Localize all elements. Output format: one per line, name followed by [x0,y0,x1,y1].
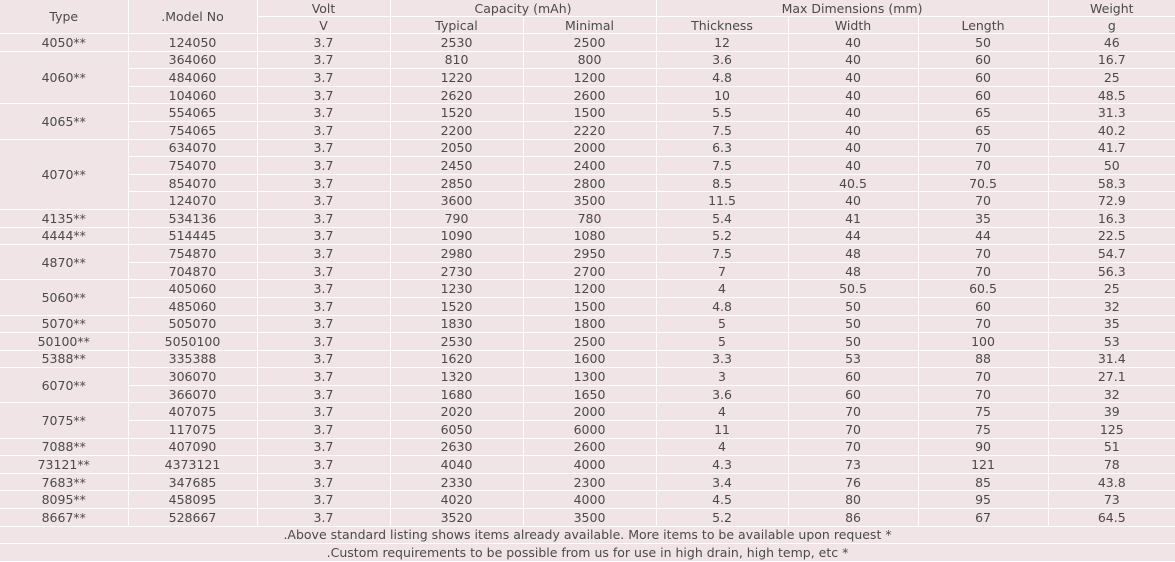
cell-minimal: 1600 [523,350,656,368]
cell-model: 405060 [128,280,257,298]
cell-typical: 810 [390,51,523,69]
cell-thickness: 7.5 [656,157,788,175]
table-row [0,51,1175,69]
cell-length: 67 [918,509,1048,527]
cell-length: 35 [918,209,1048,227]
cell-length: 60 [918,86,1048,104]
cell-type: 4060** [0,51,128,104]
cell-length: 70 [918,385,1048,403]
cell-width: 73 [788,456,918,474]
cell-width: 48 [788,262,918,280]
table-row [0,227,1175,245]
cell-volt: 3.7 [257,491,390,509]
cell-weight: 32 [1048,385,1175,403]
cell-typical: 2020 [390,403,523,421]
cell-weight: 32 [1048,297,1175,315]
cell-length: 65 [918,104,1048,122]
cell-typical: 2630 [390,438,523,456]
table-row [0,421,1175,439]
table-row [0,297,1175,315]
cell-volt: 3.7 [257,227,390,245]
cell-volt: 3.7 [257,403,390,421]
cell-length: 70 [918,315,1048,333]
cell-minimal: 1800 [523,315,656,333]
cell-model: 407090 [128,438,257,456]
cell-volt: 3.7 [257,438,390,456]
cell-thickness: 4.5 [656,491,788,509]
cell-minimal: 2800 [523,174,656,192]
cell-width: 86 [788,509,918,527]
cell-model: 335388 [128,350,257,368]
cell-model: 4373121 [128,456,257,474]
cell-minimal: 1650 [523,385,656,403]
cell-volt: 3.7 [257,69,390,87]
cell-minimal: 2220 [523,121,656,139]
cell-type: 7088** [0,438,128,456]
cell-weight: 51 [1048,438,1175,456]
cell-model: 754870 [128,245,257,263]
table-row [0,192,1175,210]
cell-model: 366070 [128,385,257,403]
cell-thickness: 4 [656,280,788,298]
cell-volt: 3.7 [257,245,390,263]
cell-thickness: 5.4 [656,209,788,227]
cell-model: 407075 [128,403,257,421]
cell-width: 40 [788,51,918,69]
cell-width: 40 [788,86,918,104]
cell-model: 117075 [128,421,257,439]
cell-volt: 3.7 [257,51,390,69]
cell-thickness: 6.3 [656,139,788,157]
cell-length: 88 [918,350,1048,368]
table-row [0,350,1175,368]
cell-type: 4870** [0,245,128,280]
cell-width: 53 [788,350,918,368]
cell-volt: 3.7 [257,385,390,403]
cell-length: 44 [918,227,1048,245]
cell-length: 90 [918,438,1048,456]
cell-thickness: 4.8 [656,297,788,315]
cell-minimal: 2000 [523,139,656,157]
cell-typical: 1830 [390,315,523,333]
cell-width: 48 [788,245,918,263]
header-thickness: Thickness [656,17,788,34]
header-type: Type [0,0,128,34]
cell-volt: 3.7 [257,262,390,280]
cell-typical: 1090 [390,227,523,245]
cell-type: 5060** [0,280,128,315]
cell-length: 60 [918,297,1048,315]
cell-minimal: 780 [523,209,656,227]
cell-length: 70 [918,245,1048,263]
cell-minimal: 2600 [523,86,656,104]
cell-typical: 6050 [390,421,523,439]
cell-type: 4050** [0,34,128,52]
cell-weight: 40.2 [1048,121,1175,139]
cell-volt: 3.7 [257,121,390,139]
cell-type: 7075** [0,403,128,438]
cell-type: 50100** [0,333,128,351]
cell-thickness: 10 [656,86,788,104]
cell-typical: 2620 [390,86,523,104]
cell-thickness: 7.5 [656,121,788,139]
cell-thickness: 5.2 [656,509,788,527]
cell-volt: 3.7 [257,174,390,192]
cell-width: 40 [788,192,918,210]
table-row [0,262,1175,280]
cell-type: 7683** [0,473,128,491]
table-row [0,280,1175,298]
cell-type: 4135** [0,209,128,227]
cell-thickness: 5 [656,315,788,333]
cell-minimal: 4000 [523,456,656,474]
cell-typical: 1620 [390,350,523,368]
cell-volt: 3.7 [257,509,390,527]
cell-model: 364060 [128,51,257,69]
cell-weight: 39 [1048,403,1175,421]
cell-model: 534136 [128,209,257,227]
cell-thickness: 4.8 [656,69,788,87]
cell-type: 4444** [0,227,128,245]
cell-minimal: 6000 [523,421,656,439]
cell-length: 75 [918,403,1048,421]
cell-model: 5050100 [128,333,257,351]
cell-minimal: 2000 [523,403,656,421]
cell-weight: 78 [1048,456,1175,474]
header-typical: Typical [390,17,523,34]
cell-weight: 54.7 [1048,245,1175,263]
cell-type: 6070** [0,368,128,403]
cell-weight: 46 [1048,34,1175,52]
cell-model: 754070 [128,157,257,175]
cell-width: 41 [788,209,918,227]
cell-width: 40 [788,34,918,52]
cell-typical: 3520 [390,509,523,527]
cell-typical: 1320 [390,368,523,386]
cell-model: 484060 [128,69,257,87]
cell-thickness: 3 [656,368,788,386]
cell-minimal: 2500 [523,333,656,351]
cell-width: 76 [788,473,918,491]
cell-typical: 1520 [390,104,523,122]
cell-volt: 3.7 [257,473,390,491]
cell-length: 60 [918,69,1048,87]
table-row [0,456,1175,474]
cell-length: 95 [918,491,1048,509]
cell-length: 85 [918,473,1048,491]
table-row [0,104,1175,122]
cell-minimal: 2400 [523,157,656,175]
table-row [0,121,1175,139]
cell-volt: 3.7 [257,139,390,157]
cell-length: 60.5 [918,280,1048,298]
cell-length: 70 [918,139,1048,157]
cell-volt: 3.7 [257,315,390,333]
cell-thickness: 12 [656,34,788,52]
cell-volt: 3.7 [257,157,390,175]
table-row [0,333,1175,351]
cell-width: 40.5 [788,174,918,192]
cell-weight: 31.4 [1048,350,1175,368]
cell-weight: 31.3 [1048,104,1175,122]
cell-width: 40 [788,121,918,139]
cell-volt: 3.7 [257,297,390,315]
cell-thickness: 4 [656,438,788,456]
cell-length: 121 [918,456,1048,474]
cell-thickness: 4.3 [656,456,788,474]
note-available: .Above standard listing shows items already available. More items to be available upon request * [0,526,1175,544]
cell-width: 50 [788,333,918,351]
cell-weight: 48.5 [1048,86,1175,104]
cell-type: 5388** [0,350,128,368]
cell-minimal: 2600 [523,438,656,456]
cell-width: 70 [788,403,918,421]
cell-model: 458095 [128,491,257,509]
cell-weight: 58.3 [1048,174,1175,192]
cell-typical: 2330 [390,473,523,491]
cell-minimal: 2500 [523,34,656,52]
cell-thickness: 8.5 [656,174,788,192]
cell-typical: 1680 [390,385,523,403]
cell-model: 854070 [128,174,257,192]
table-row [0,438,1175,456]
cell-type: 4065** [0,104,128,139]
cell-minimal: 1200 [523,69,656,87]
cell-typical: 2980 [390,245,523,263]
cell-thickness: 11 [656,421,788,439]
header-volt-unit: V [257,17,390,34]
cell-minimal: 3500 [523,192,656,210]
cell-typical: 2730 [390,262,523,280]
cell-minimal: 2950 [523,245,656,263]
cell-weight: 53 [1048,333,1175,351]
cell-model: 485060 [128,297,257,315]
cell-width: 60 [788,385,918,403]
header-dimensions: Max Dimensions (mm) [656,0,1048,17]
cell-model: 634070 [128,139,257,157]
cell-width: 70 [788,438,918,456]
cell-typical: 2450 [390,157,523,175]
cell-minimal: 3500 [523,509,656,527]
cell-model: 704870 [128,262,257,280]
cell-typical: 2200 [390,121,523,139]
cell-thickness: 4 [656,403,788,421]
header-capacity: Capacity (mAh) [390,0,656,17]
cell-width: 40 [788,139,918,157]
cell-typical: 2850 [390,174,523,192]
cell-width: 50 [788,315,918,333]
cell-volt: 3.7 [257,350,390,368]
cell-weight: 16.7 [1048,51,1175,69]
cell-thickness: 5.5 [656,104,788,122]
cell-type: 4070** [0,139,128,209]
cell-length: 70 [918,192,1048,210]
cell-length: 70.5 [918,174,1048,192]
table-row [0,174,1175,192]
cell-volt: 3.7 [257,34,390,52]
cell-typical: 4040 [390,456,523,474]
cell-width: 70 [788,421,918,439]
cell-type: 5070** [0,315,128,333]
cell-volt: 3.7 [257,368,390,386]
cell-minimal: 1500 [523,104,656,122]
cell-model: 306070 [128,368,257,386]
cell-length: 100 [918,333,1048,351]
header-weight: Weight [1048,0,1175,17]
cell-model: 554065 [128,104,257,122]
table-row [0,34,1175,52]
cell-width: 50 [788,297,918,315]
cell-weight: 56.3 [1048,262,1175,280]
note-custom: .Custom requirements to be possible from us for use in high drain, high temp, etc * [0,544,1175,562]
cell-typical: 3600 [390,192,523,210]
cell-thickness: 7.5 [656,245,788,263]
cell-weight: 27.1 [1048,368,1175,386]
cell-weight: 41.7 [1048,139,1175,157]
cell-width: 50.5 [788,280,918,298]
cell-minimal: 1200 [523,280,656,298]
cell-typical: 2530 [390,333,523,351]
table-notes [0,526,1175,561]
cell-thickness: 3.6 [656,51,788,69]
cell-typical: 1220 [390,69,523,87]
header-minimal: Minimal [523,17,656,34]
cell-width: 60 [788,368,918,386]
cell-minimal: 2700 [523,262,656,280]
cell-model: 754065 [128,121,257,139]
cell-weight: 50 [1048,157,1175,175]
cell-weight: 64.5 [1048,509,1175,527]
table-row [0,139,1175,157]
cell-volt: 3.7 [257,86,390,104]
cell-type: 8667** [0,509,128,527]
cell-length: 70 [918,262,1048,280]
cell-thickness: 5 [656,333,788,351]
cell-length: 75 [918,421,1048,439]
cell-type: 8095** [0,491,128,509]
cell-length: 70 [918,368,1048,386]
cell-model: 528667 [128,509,257,527]
cell-thickness: 3.6 [656,385,788,403]
cell-weight: 43.8 [1048,473,1175,491]
cell-model: 514445 [128,227,257,245]
cell-thickness: 7 [656,262,788,280]
header-length: Length [918,17,1048,34]
cell-typical: 790 [390,209,523,227]
cell-minimal: 2300 [523,473,656,491]
cell-volt: 3.7 [257,104,390,122]
cell-model: 124070 [128,192,257,210]
cell-typical: 1230 [390,280,523,298]
cell-minimal: 1080 [523,227,656,245]
cell-weight: 25 [1048,280,1175,298]
cell-type: 73121** [0,456,128,474]
cell-width: 40 [788,104,918,122]
table-row [0,385,1175,403]
table-row [0,69,1175,87]
table-row [0,245,1175,263]
header-model: .Model No [128,0,257,34]
cell-length: 65 [918,121,1048,139]
table-row [0,473,1175,491]
cell-weight: 16.3 [1048,209,1175,227]
table-row [0,157,1175,175]
cell-thickness: 3.3 [656,350,788,368]
table-row [0,86,1175,104]
header-weight-unit: g [1048,17,1175,34]
cell-typical: 1520 [390,297,523,315]
table-row [0,368,1175,386]
cell-width: 44 [788,227,918,245]
table-row [0,315,1175,333]
cell-weight: 73 [1048,491,1175,509]
cell-volt: 3.7 [257,209,390,227]
cell-length: 70 [918,157,1048,175]
table-row [0,491,1175,509]
cell-minimal: 800 [523,51,656,69]
cell-weight: 22.5 [1048,227,1175,245]
cell-minimal: 4000 [523,491,656,509]
cell-model: 505070 [128,315,257,333]
cell-weight: 72.9 [1048,192,1175,210]
cell-typical: 2530 [390,34,523,52]
cell-thickness: 3.4 [656,473,788,491]
table-header [0,0,1175,34]
cell-length: 60 [918,51,1048,69]
table-body [0,34,1175,527]
cell-thickness: 11.5 [656,192,788,210]
cell-thickness: 5.2 [656,227,788,245]
cell-model: 347685 [128,473,257,491]
cell-volt: 3.7 [257,280,390,298]
cell-weight: 35 [1048,315,1175,333]
header-width: Width [788,17,918,34]
cell-length: 50 [918,34,1048,52]
cell-weight: 125 [1048,421,1175,439]
header-volt: Volt [257,0,390,17]
cell-width: 40 [788,157,918,175]
cell-model: 124050 [128,34,257,52]
cell-model: 104060 [128,86,257,104]
cell-typical: 2050 [390,139,523,157]
cell-volt: 3.7 [257,333,390,351]
cell-volt: 3.7 [257,421,390,439]
cell-volt: 3.7 [257,192,390,210]
cell-typical: 4020 [390,491,523,509]
cell-weight: 25 [1048,69,1175,87]
cell-width: 80 [788,491,918,509]
cell-volt: 3.7 [257,456,390,474]
table-row [0,403,1175,421]
cell-minimal: 1300 [523,368,656,386]
table-row [0,509,1175,527]
cell-width: 40 [788,69,918,87]
cell-minimal: 1500 [523,297,656,315]
table-row [0,209,1175,227]
